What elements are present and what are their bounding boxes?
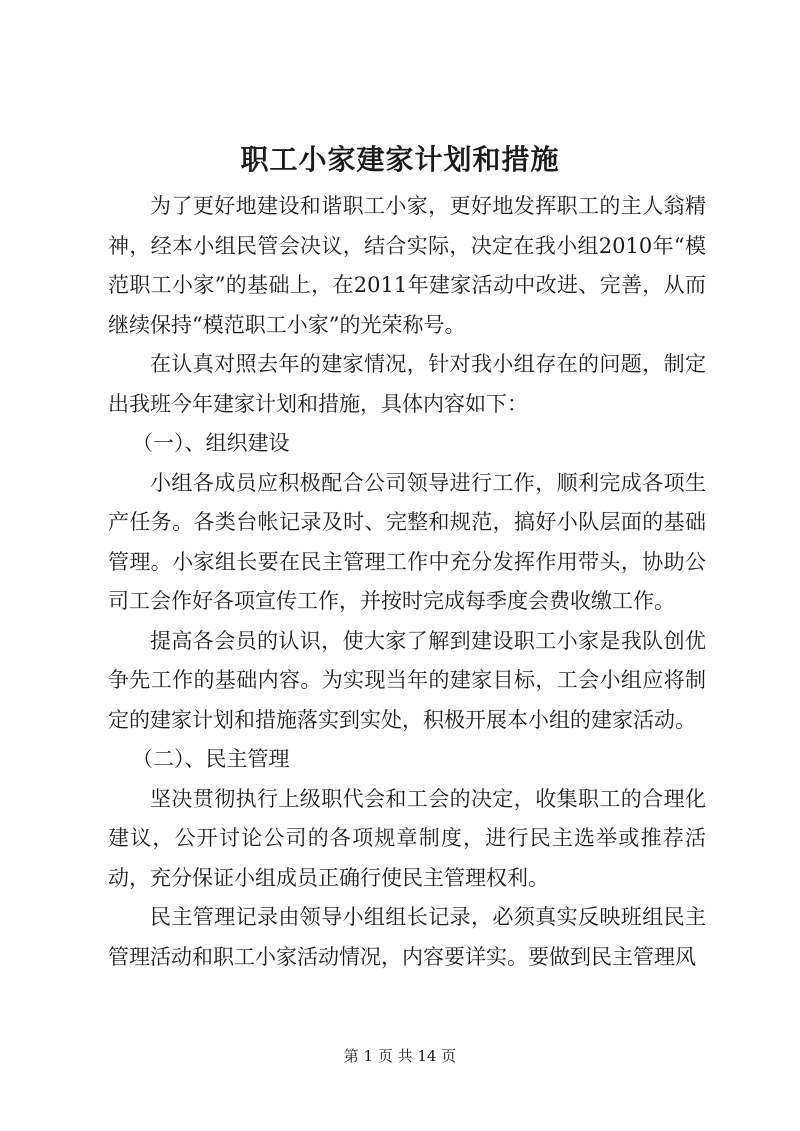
- section-heading-democratic-management: （二）、民主管理: [132, 747, 290, 771]
- document-body: [108, 187, 706, 977]
- paragraph-organization-1: 小组各成员应积极配合公司领导进行工作，顺利完成各项生产任务。各类台帐记录及时、完整和规范，搞好小队层面的基础管理。小家组长要在民主管理工作中充分发挥作用带头，协助公司工会作好各项宣传工作，并按时完成每季度会费收缴工作。: [108, 470, 706, 613]
- section-heading-organization: （一）、组织建设: [132, 431, 290, 455]
- paragraph-intro: 为了更好地建设和谐职工小家，更好地发挥职工的主人翁精神，经本小组民管会决议，结合实际，决定在我小组2010年“模范职工小家”的基础上，在2011年建家活动中改进、完善，从而继续保持“模范职工小家”的光荣称号。: [108, 194, 706, 337]
- paragraph-plan-intro: 在认真对照去年的建家情况，针对我小组存在的问题，制定出我班今年建家计划和措施，具体内容如下：: [108, 352, 706, 416]
- paragraph-organization-2: 提高各会员的认识，使大家了解到建设职工小家是我队创优争先工作的基础内容。为实现当年的建家目标，工会小组应将制定的建家计划和措施落实到实处，积极开展本小组的建家活动。: [108, 628, 706, 732]
- page-title: 职工小家建家计划和措施: [240, 143, 560, 176]
- paragraph-democratic-2: 民主管理记录由领导小组组长记录，必须真实反映班组民主管理活动和职工小家活动情况，内容要详实。要做到民主管理风: [108, 905, 706, 969]
- page-number-footer: 第 1 页 共 14 页: [343, 1047, 457, 1065]
- paragraph-democratic-1: 坚决贯彻执行上级职代会和工会的决定，收集职工的合理化建议，公开讨论公司的各项规章制度，进行民主选举或推荐活动，充分保证小组成员正确行使民主管理权利。: [108, 786, 706, 890]
